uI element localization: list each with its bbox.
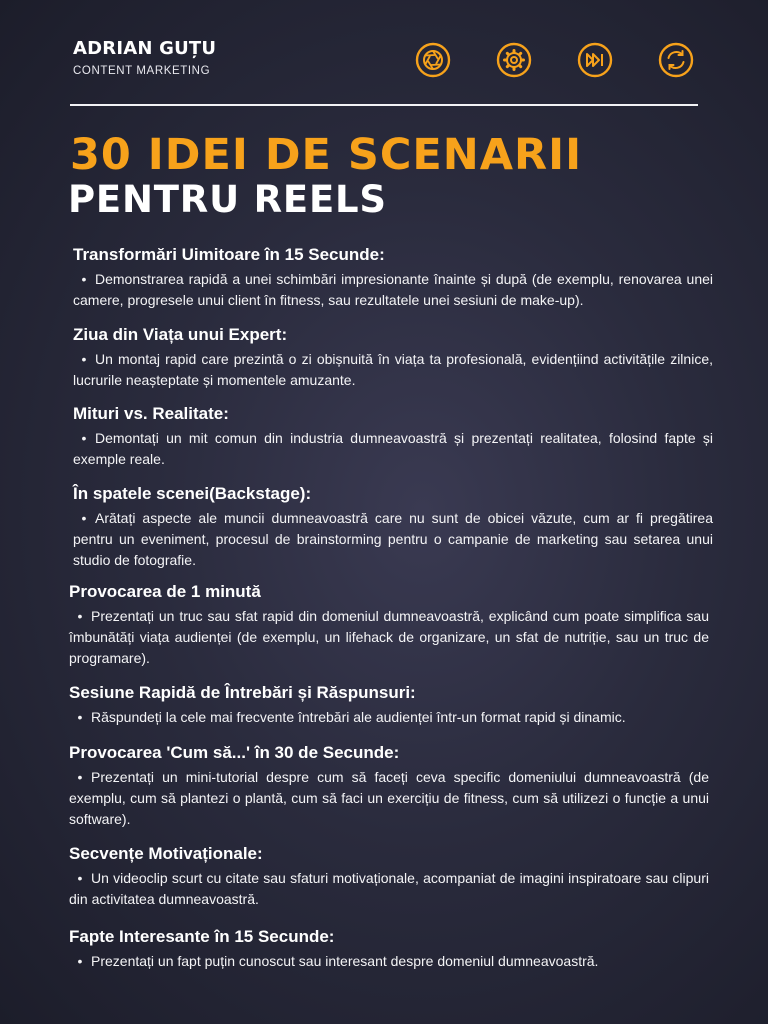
- bullet-icon: •: [77, 709, 83, 725]
- idea-section: [73, 404, 713, 470]
- idea-text: • Demonstrarea rapidă a unei schimbări impresionante înainte și după (de exemplu, renovarea unei camere, progresele unui client în fitness, sau rezultatele unei sesiuni de make-up).: [73, 271, 713, 308]
- idea-section: [69, 683, 709, 728]
- aperture-icon: [415, 42, 451, 78]
- refresh-icon: [658, 42, 694, 78]
- idea-text: • Prezentați un mini-tutorial despre cum să faceți ceva specific domeniului dumneavoastră (de exemplu, cum să plantezi o plantă, cum să faci un exercițiu de fitness, cum să utilizezi o funcție a unui software).: [69, 769, 709, 827]
- fast-forward-icon: [577, 42, 613, 78]
- bullet-icon: •: [81, 430, 87, 446]
- idea-heading: Sesiune Rapidă de Întrebări și Răspunsuri:: [69, 683, 416, 702]
- idea-heading: Provocarea 'Cum să...' în 30 de Secunde:: [69, 743, 400, 762]
- idea-section: [69, 582, 709, 669]
- idea-text: • Demontați un mit comun din industria dumneavoastră și prezentați realitatea, folosind fapte și exemple reale.: [73, 430, 713, 467]
- idea-heading: Secvențe Motivaționale:: [69, 844, 263, 863]
- idea-heading: Provocarea de 1 minută: [69, 582, 261, 601]
- idea-text: • Un montaj rapid care prezintă o zi obișnuită în viața ta profesională, evidențiind activitățile zilnice, lucrurile neașteptate și momentele amuzante.: [73, 351, 713, 388]
- idea-heading: Ziua din Viața unui Expert:: [73, 325, 288, 344]
- brand-subtitle: CONTENT MARKETING: [73, 65, 211, 77]
- bullet-icon: •: [77, 870, 83, 886]
- idea-section: [73, 325, 713, 391]
- bullet-icon: •: [77, 953, 83, 969]
- idea-section: [69, 927, 709, 972]
- page-subtitle: PENTRU REELS: [68, 178, 387, 221]
- bullet-icon: •: [81, 271, 87, 287]
- bullet-icon: •: [81, 510, 87, 526]
- idea-text: • Prezentați un truc sau sfat rapid din domeniul dumneavoastră, explicând cum poate simplifica sau îmbunătăți viața audienței (de exemplu, un lifehack de organizare, un sfat de nutriție, sau un truc de programare).: [69, 608, 709, 666]
- idea-heading: Transformări Uimitoare în 15 Secunde:: [73, 245, 385, 264]
- idea-text: • Prezentați un fapt puțin cunoscut sau interesant despre domeniul dumneavoastră.: [69, 951, 709, 972]
- idea-text: • Arătați aspecte ale muncii dumneavoastră care nu sunt de obicei văzute, cum ar fi pregătirea pentru un eveniment, procesul de brainstorming pentru o campanie de marketing sau setarea unui studio de fotografie.: [73, 510, 713, 568]
- idea-section: [73, 245, 713, 311]
- header-divider: [70, 104, 698, 106]
- idea-section: [73, 484, 713, 571]
- idea-heading: Mituri vs. Realitate:: [73, 404, 229, 423]
- icon-row: [415, 42, 694, 78]
- idea-heading: Fapte Interesante în 15 Secunde:: [69, 927, 335, 946]
- brand-header: [73, 38, 216, 77]
- idea-text: • Un videoclip scurt cu citate sau sfaturi motivaționale, acompaniat de imagini inspiratoare sau clipuri din activitatea dumneavoastră.: [69, 870, 709, 907]
- bullet-icon: •: [77, 608, 83, 624]
- gear-icon: [496, 42, 532, 78]
- idea-section: [69, 743, 709, 830]
- idea-text: • Răspundeți la cele mai frecvente întrebări ale audienței într-un format rapid și dinamic.: [69, 707, 709, 728]
- idea-section: [69, 844, 709, 910]
- bullet-icon: •: [81, 351, 87, 367]
- idea-heading: În spatele scenei(Backstage):: [73, 484, 312, 503]
- page-title: 30 IDEI DE SCENARII: [70, 130, 583, 180]
- bullet-icon: •: [77, 769, 83, 785]
- brand-name: ADRIAN GUȚU: [73, 38, 217, 59]
